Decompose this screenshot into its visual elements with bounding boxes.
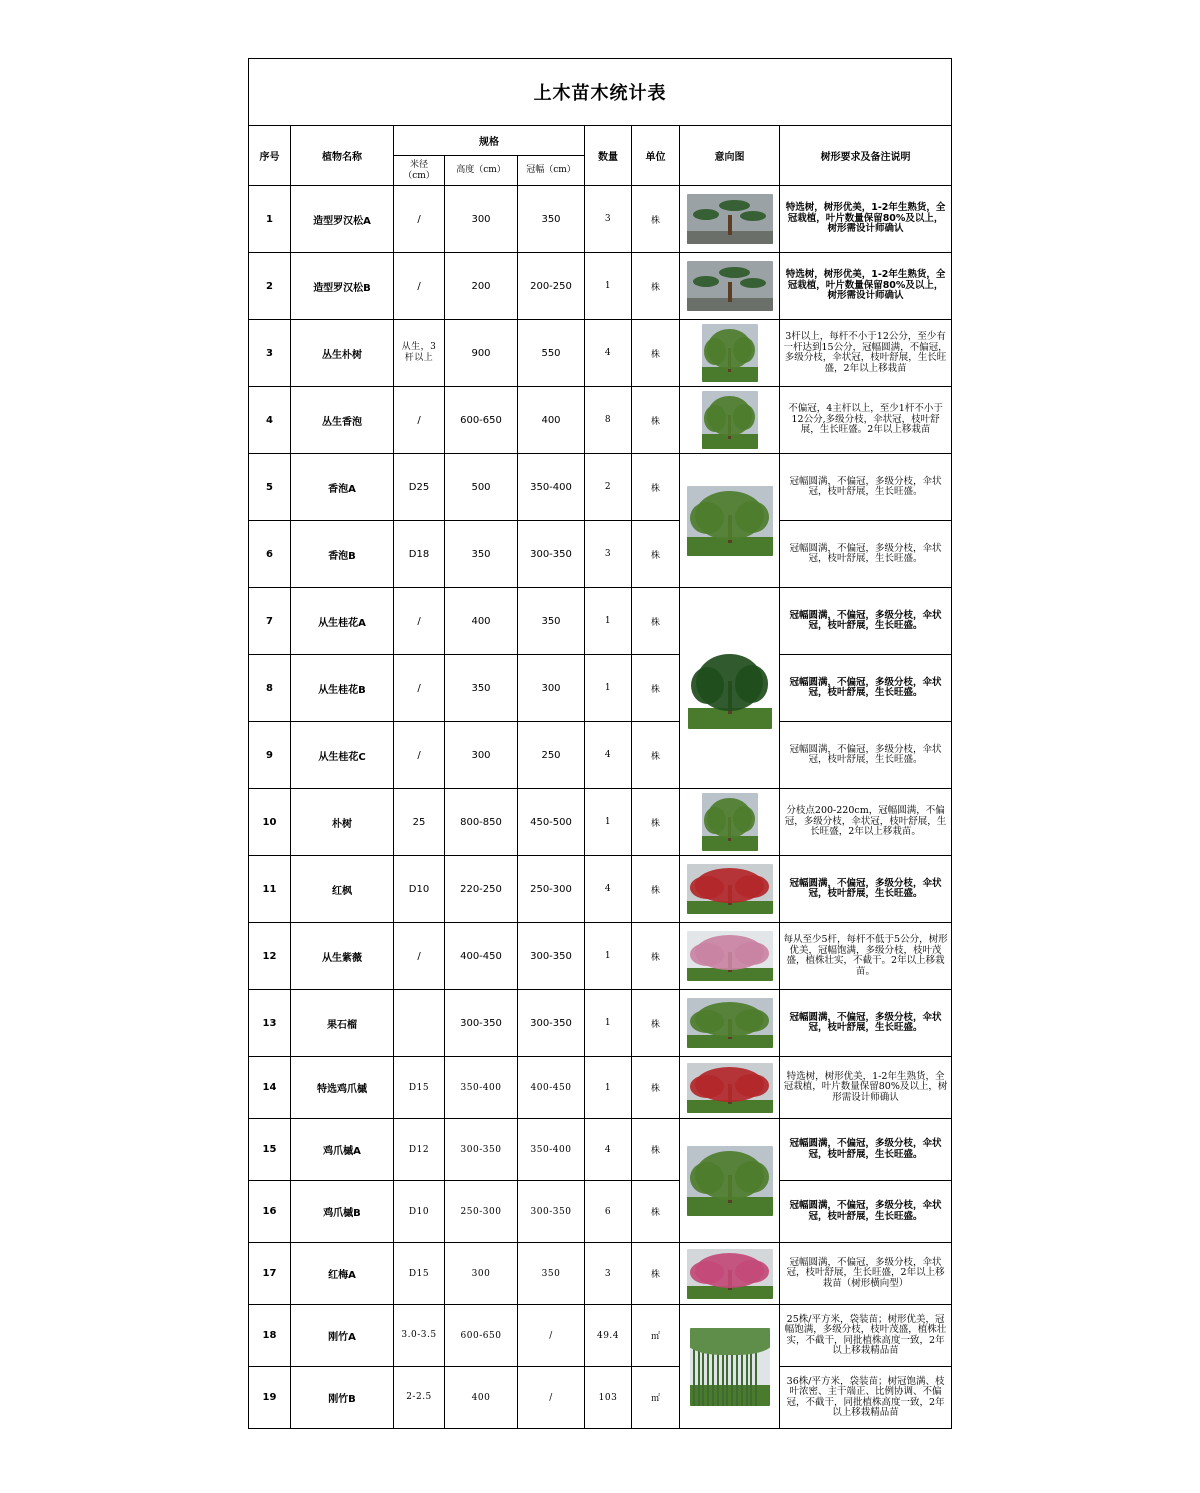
diameter-value: D15 (394, 1057, 445, 1119)
unit-value: 株 (632, 521, 680, 588)
crown-value: 550 (518, 320, 585, 387)
reference-image-cell (680, 1057, 780, 1119)
diameter-value: D12 (394, 1119, 445, 1181)
plant-name: 特选鸡爪槭 (291, 1057, 394, 1119)
header-diameter-text: 米径 （cm） (403, 159, 435, 181)
quantity-value: 3 (585, 1243, 632, 1305)
table-row (249, 789, 952, 856)
row-number: 15 (249, 1119, 291, 1181)
plant-name: 红梅A (291, 1243, 394, 1305)
plant-name: 刚竹A (291, 1305, 394, 1367)
unit-value: 株 (632, 454, 680, 521)
diameter-value: D15 (394, 1243, 445, 1305)
table-title: 上木苗木统计表 (249, 59, 952, 126)
header-qty: 数量 (585, 126, 632, 186)
remark-note: 3杆以上，每杆不小于12公分，至少有一杆达到15公分，冠幅圆满，不偏冠，多级分枝，伞状冠，枝叶舒展，生长旺盛，2年以上移栽苗 (780, 320, 952, 387)
remark-note: 冠幅圆满，不偏冠，多级分枝，伞状冠，枝叶舒展，生长旺盛。 (780, 655, 952, 722)
crown-value: 350-400 (518, 1119, 585, 1181)
diameter-value: D18 (394, 521, 445, 588)
crown-value: 350-400 (518, 454, 585, 521)
diameter-value: 3.0-3.5 (394, 1305, 445, 1367)
height-value: 500 (445, 454, 518, 521)
osmanthus-photo-icon (688, 647, 772, 729)
table-row (249, 923, 952, 990)
table-row (249, 1119, 952, 1181)
height-value: 350 (445, 655, 518, 722)
height-value: 400-450 (445, 923, 518, 990)
row-number: 6 (249, 521, 291, 588)
table-row (249, 1181, 952, 1243)
diameter-value: 2-2.5 (394, 1367, 445, 1429)
quantity-value: 1 (585, 923, 632, 990)
quantity-value: 8 (585, 387, 632, 454)
height-value: 300-350 (445, 1119, 518, 1181)
row-number: 2 (249, 253, 291, 320)
tree-photo-icon (702, 324, 758, 382)
unit-value: 株 (632, 1057, 680, 1119)
quantity-value: 2 (585, 454, 632, 521)
header-height: 高度（cm） (445, 156, 518, 186)
crown-value: 450-500 (518, 789, 585, 856)
quantity-value: 1 (585, 253, 632, 320)
tree-photo-icon (702, 793, 758, 851)
reference-image-cell (680, 990, 780, 1057)
height-value: 300 (445, 722, 518, 789)
row-number: 5 (249, 454, 291, 521)
remark-note: 冠幅圆满，不偏冠，多级分枝，伞状冠，枝叶舒展，生长旺盛。 (780, 856, 952, 923)
header-spec: 规格 (394, 126, 585, 156)
unit-value: 株 (632, 655, 680, 722)
remark-note: 冠幅圆满，不偏冠，多级分枝，伞状冠，枝叶舒展，生长旺盛。 (780, 722, 952, 789)
diameter-value: 25 (394, 789, 445, 856)
remark-note: 冠幅圆满，不偏冠，多级分枝，伞状冠，枝叶舒展，生长旺盛。 (780, 990, 952, 1057)
table-row (249, 1243, 952, 1305)
reference-image-cell (680, 923, 780, 990)
height-value: 300 (445, 1243, 518, 1305)
plant-name: 丛生香泡 (291, 387, 394, 454)
height-value: 400 (445, 1367, 518, 1429)
row-number: 18 (249, 1305, 291, 1367)
reference-image-cell (680, 1119, 780, 1243)
row-number: 14 (249, 1057, 291, 1119)
table-body (249, 186, 952, 1429)
row-number: 1 (249, 186, 291, 253)
row-number: 11 (249, 856, 291, 923)
crown-value: 300 (518, 655, 585, 722)
plant-name: 鸡爪槭A (291, 1119, 394, 1181)
remark-note: 36株/平方米，袋装苗；树冠饱满、枝叶浓密、主干端正、比例协调、不偏冠，不截干，同批植株高度一致，2年以上移栽精品苗 (780, 1367, 952, 1429)
crown-value: 350 (518, 588, 585, 655)
crape-myrtle-photo-icon (687, 931, 773, 981)
crown-value: / (518, 1305, 585, 1367)
unit-value: 株 (632, 387, 680, 454)
remark-note: 冠幅圆满，不偏冠，多级分枝，伞状冠，枝叶舒展，生长旺盛。 (780, 521, 952, 588)
plant-name: 红枫 (291, 856, 394, 923)
maple-photo-icon (687, 1063, 773, 1113)
crown-value: 250-300 (518, 856, 585, 923)
header-diameter (394, 156, 445, 186)
plant-name: 丛生朴树 (291, 320, 394, 387)
height-value: 200 (445, 253, 518, 320)
diameter-value: / (394, 722, 445, 789)
table-row (249, 655, 952, 722)
remark-note: 冠幅圆满，不偏冠，多级分枝，伞状冠，枝叶舒展，生长旺盛。 (780, 588, 952, 655)
diameter-value: / (394, 923, 445, 990)
tree-photo-icon (687, 486, 773, 556)
plant-name: 从生紫薇 (291, 923, 394, 990)
row-number: 13 (249, 990, 291, 1057)
crown-value: 300-350 (518, 923, 585, 990)
header-note: 树形要求及备注说明 (780, 126, 952, 186)
diameter-value (394, 990, 445, 1057)
row-number: 7 (249, 588, 291, 655)
remark-note: 不偏冠，4主杆以上，至少1杆不小于12公分,多级分枝，伞状冠，枝叶舒展，生长旺盛。2年以上移栽苗 (780, 387, 952, 454)
crown-value: 300-350 (518, 521, 585, 588)
remark-note: 特选树，树形优美，1-2年生熟货，全冠栽植，叶片数量保留80%及以上，树形需设计师确认 (780, 253, 952, 320)
reference-image-cell (680, 454, 780, 588)
diameter-value: / (394, 387, 445, 454)
height-value: 220-250 (445, 856, 518, 923)
table-row (249, 253, 952, 320)
quantity-value: 1 (585, 588, 632, 655)
plant-name: 果石榴 (291, 990, 394, 1057)
quantity-value: 103 (585, 1367, 632, 1429)
diameter-value: D10 (394, 1181, 445, 1243)
row-number: 3 (249, 320, 291, 387)
row-number: 17 (249, 1243, 291, 1305)
reference-image-cell (680, 789, 780, 856)
height-value: 300 (445, 186, 518, 253)
quantity-value: 4 (585, 320, 632, 387)
plant-name: 刚竹B (291, 1367, 394, 1429)
table-row (249, 1057, 952, 1119)
header-no: 序号 (249, 126, 291, 186)
plant-name: 造型罗汉松A (291, 186, 394, 253)
table-row (249, 387, 952, 454)
crown-value: 300-350 (518, 990, 585, 1057)
nursery-stock-table (248, 58, 952, 1429)
unit-value: 株 (632, 1119, 680, 1181)
height-value: 600-650 (445, 387, 518, 454)
unit-value: 株 (632, 1181, 680, 1243)
remark-note: 冠幅圆满，不偏冠，多级分枝，伞状冠，枝叶舒展，生长旺盛。 (780, 1181, 952, 1243)
quantity-value: 3 (585, 186, 632, 253)
plant-name: 造型罗汉松B (291, 253, 394, 320)
crown-value: 250 (518, 722, 585, 789)
row-number: 9 (249, 722, 291, 789)
row-number: 4 (249, 387, 291, 454)
table-row (249, 521, 952, 588)
height-value: 350-400 (445, 1057, 518, 1119)
reference-image-cell (680, 320, 780, 387)
reference-image-cell (680, 1305, 780, 1429)
table-row (249, 990, 952, 1057)
pine-photo-icon (687, 261, 773, 311)
reference-image-cell (680, 1243, 780, 1305)
crown-value: 350 (518, 186, 585, 253)
header-crown: 冠幅（cm） (518, 156, 585, 186)
unit-value: 株 (632, 588, 680, 655)
remark-note: 冠幅圆满，不偏冠，多级分枝，伞状冠，枝叶舒展，生长旺盛。 (780, 454, 952, 521)
remark-note: 冠幅圆满，不偏冠，多级分枝，伞状冠，枝叶舒展，生长旺盛。 (780, 1119, 952, 1181)
plant-name: 从生桂花A (291, 588, 394, 655)
reference-image-cell (680, 387, 780, 454)
unit-value: ㎡ (632, 1305, 680, 1367)
row-number: 10 (249, 789, 291, 856)
plant-name: 香泡B (291, 521, 394, 588)
row-number: 16 (249, 1181, 291, 1243)
header-unit: 单位 (632, 126, 680, 186)
crown-value: 400 (518, 387, 585, 454)
plant-name: 朴树 (291, 789, 394, 856)
diameter-value: / (394, 588, 445, 655)
plum-photo-icon (687, 1249, 773, 1299)
tree-photo-icon (687, 1146, 773, 1216)
crown-value: 350 (518, 1243, 585, 1305)
height-value: 600-650 (445, 1305, 518, 1367)
diameter-value: D10 (394, 856, 445, 923)
remark-note: 特选树，树形优美，1-2年生熟货，全冠栽植，叶片数量保留80%及以上，树形需设计师确认 (780, 1057, 952, 1119)
unit-value: 株 (632, 253, 680, 320)
height-value: 800-850 (445, 789, 518, 856)
quantity-value: 1 (585, 1057, 632, 1119)
reference-image-cell (680, 186, 780, 253)
remark-note: 25株/平方米，袋装苗；树形优美，冠幅饱满，多级分枝，枝叶茂盛，植株壮实，不截干，同批植株高度一致，2年以上移栽精品苗 (780, 1305, 952, 1367)
height-value: 900 (445, 320, 518, 387)
remark-note: 每从至少5杆，每杆不低于5公分，树形优美，冠幅饱满，多级分枝，枝叶茂盛，植株壮实，不截干。2年以上移栽苗。 (780, 923, 952, 990)
pine-photo-icon (687, 194, 773, 244)
table-row (249, 1367, 952, 1429)
quantity-value: 1 (585, 990, 632, 1057)
remark-note: 特选树，树形优美，1-2年生熟货，全冠栽植，叶片数量保留80%及以上，树形需设计师确认 (780, 186, 952, 253)
crown-value: / (518, 1367, 585, 1429)
unit-value: 株 (632, 320, 680, 387)
diameter-value: 从生，3杆以上 (394, 320, 445, 387)
remark-note: 分枝点200-220cm，冠幅圆满，不偏冠，多级分枝，伞状冠，枝叶舒展，生长旺盛，2年以上移栽苗。 (780, 789, 952, 856)
plant-name: 鸡爪槭B (291, 1181, 394, 1243)
plant-name: 从生桂花B (291, 655, 394, 722)
unit-value: 株 (632, 186, 680, 253)
height-value: 400 (445, 588, 518, 655)
height-value: 350 (445, 521, 518, 588)
quantity-value: 4 (585, 856, 632, 923)
unit-value: 株 (632, 1243, 680, 1305)
unit-value: 株 (632, 990, 680, 1057)
height-value: 250-300 (445, 1181, 518, 1243)
diameter-value: / (394, 253, 445, 320)
table-row (249, 856, 952, 923)
plant-name: 从生桂花C (291, 722, 394, 789)
remark-note: 冠幅圆满，不偏冠，多级分枝，伞状冠，枝叶舒展，生长旺盛，2年以上移栽苗（树形横向型） (780, 1243, 952, 1305)
table-row (249, 454, 952, 521)
tree-photo-icon (702, 391, 758, 449)
maple-photo-icon (687, 864, 773, 914)
quantity-value: 6 (585, 1181, 632, 1243)
quantity-value: 1 (585, 655, 632, 722)
reference-image-cell (680, 253, 780, 320)
quantity-value: 4 (585, 722, 632, 789)
unit-value: 株 (632, 722, 680, 789)
table-row (249, 588, 952, 655)
diameter-value: / (394, 186, 445, 253)
tree-photo-icon (687, 998, 773, 1048)
bamboo-photo-icon (690, 1328, 770, 1406)
header-name: 植物名称 (291, 126, 394, 186)
quantity-value: 3 (585, 521, 632, 588)
crown-value: 200-250 (518, 253, 585, 320)
diameter-value: / (394, 655, 445, 722)
plant-name: 香泡A (291, 454, 394, 521)
crown-value: 400-450 (518, 1057, 585, 1119)
quantity-value: 1 (585, 789, 632, 856)
reference-image-cell (680, 588, 780, 789)
crown-value: 300-350 (518, 1181, 585, 1243)
row-number: 8 (249, 655, 291, 722)
unit-value: 株 (632, 789, 680, 856)
table-row (249, 722, 952, 789)
unit-value: 株 (632, 856, 680, 923)
row-number: 19 (249, 1367, 291, 1429)
header-image: 意向图 (680, 126, 780, 186)
quantity-value: 4 (585, 1119, 632, 1181)
unit-value: 株 (632, 923, 680, 990)
unit-value: ㎡ (632, 1367, 680, 1429)
quantity-value: 49.4 (585, 1305, 632, 1367)
row-number: 12 (249, 923, 291, 990)
reference-image-cell (680, 856, 780, 923)
table-row (249, 186, 952, 253)
diameter-value: D25 (394, 454, 445, 521)
table-row (249, 320, 952, 387)
height-value: 300-350 (445, 990, 518, 1057)
table-row (249, 1305, 952, 1367)
